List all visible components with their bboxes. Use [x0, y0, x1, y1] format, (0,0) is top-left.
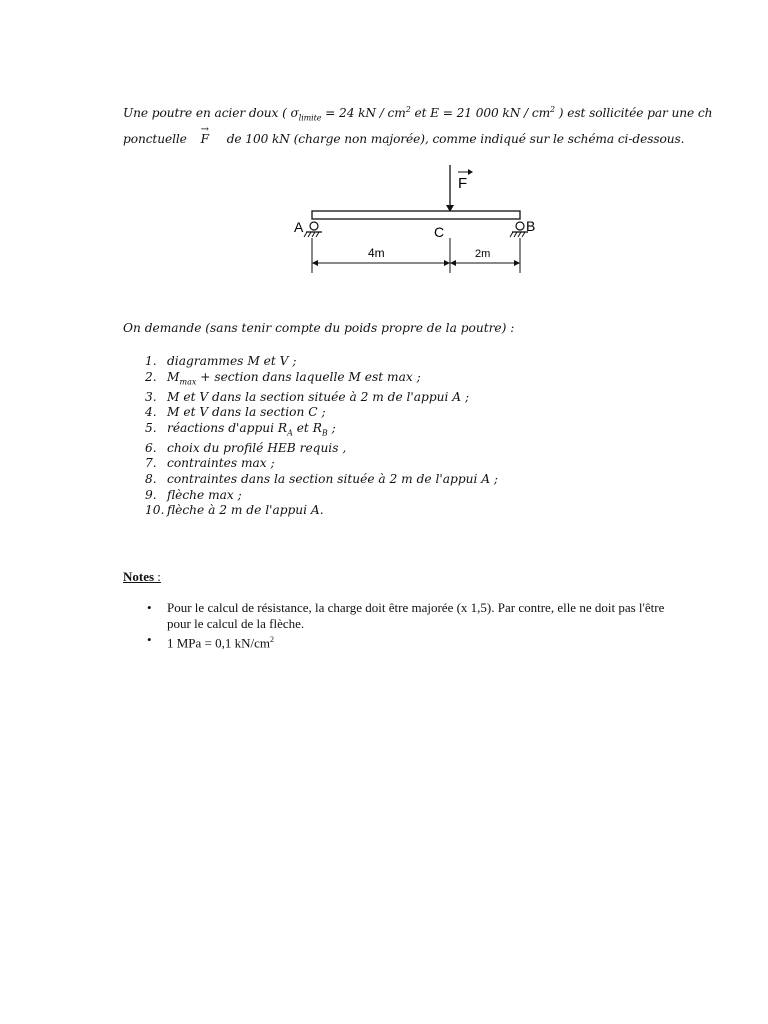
note-text-part: 1 MPa = 0,1 kN/cm	[167, 635, 271, 651]
beam-diagram	[288, 160, 538, 280]
item-text: diagrammes M et V ;	[167, 354, 297, 368]
support-b-hatch-icon	[510, 232, 525, 237]
statement-text: ) est sollicitée par une ch	[555, 106, 713, 121]
item-text-part: ;	[327, 420, 336, 435]
list-item	[145, 405, 498, 421]
dimension-arrow-icon	[514, 260, 520, 266]
span-cb-label: 2m	[475, 248, 491, 260]
support-a-label: A	[294, 219, 304, 235]
item-text	[167, 421, 336, 441]
list-item	[145, 390, 498, 406]
item-text: contraintes dans la section située à 2 m de l'appui A ;	[167, 472, 499, 487]
beam	[312, 211, 520, 219]
exponent: 2	[270, 635, 275, 644]
item-number: 2.	[145, 369, 157, 384]
support-a-pin-icon	[310, 222, 318, 230]
sigma-subscript: limite	[298, 113, 322, 123]
item-number: 3.	[145, 389, 157, 404]
list-item	[145, 488, 498, 504]
item-number: 10.	[145, 503, 165, 518]
questions-intro: On demande (sans tenir compte du poids propre de la poutre) :	[123, 321, 515, 335]
force-vector-symbol	[200, 123, 209, 149]
list-item	[145, 441, 498, 457]
dimension-arrow-icon	[450, 260, 456, 266]
note-text	[167, 632, 274, 651]
item-number: 8.	[145, 472, 157, 487]
bullet-icon: •	[147, 600, 152, 615]
list-item	[147, 600, 687, 632]
notes-heading	[123, 569, 161, 585]
subscript: B	[321, 428, 328, 438]
item-number: 1.	[145, 354, 157, 368]
list-item	[147, 632, 687, 651]
vector-arrow-icon: →	[200, 123, 209, 135]
statement-text: Une poutre en acier doux (	[123, 106, 291, 121]
item-text: choix du profilé HEB requis ,	[167, 440, 347, 455]
list-item	[145, 456, 498, 472]
item-text: contraintes max ;	[167, 456, 275, 471]
notes-heading-colon: :	[154, 569, 161, 584]
statement-line-2	[123, 123, 723, 149]
questions-list	[145, 354, 498, 519]
problem-statement	[123, 100, 723, 149]
dimension-arrow-icon	[444, 260, 450, 266]
item-number: 7.	[145, 456, 157, 471]
force-letter: F	[200, 131, 209, 146]
bullet-icon: •	[147, 632, 152, 647]
statement-text: ponctuelle	[123, 131, 191, 146]
notes-list	[147, 600, 687, 651]
item-number: 4.	[145, 405, 157, 420]
item-text-part: et R	[292, 420, 322, 435]
force-label: F	[458, 175, 468, 192]
statement-line-1	[123, 100, 723, 129]
item-text: M et V dans la section située à 2 m de l'appui A ;	[167, 389, 470, 404]
note-text: Pour le calcul de résistance, la charge doit être majorée (x 1,5). Par contre, elle ne doit pas l'être pour le calcul de la flèche.	[167, 600, 665, 631]
support-a-hatch-icon	[304, 232, 319, 237]
item-text-rest: + section dans laquelle M est max ;	[196, 369, 421, 384]
list-item	[145, 421, 498, 441]
support-b-pin-icon	[516, 222, 524, 230]
point-c-label: C	[434, 224, 445, 240]
item-number: 9.	[145, 487, 157, 502]
item-text-part: réactions d'appui R	[167, 420, 288, 435]
item-number: 6.	[145, 440, 157, 455]
exponent: 2	[405, 105, 411, 114]
exponent: 2	[550, 105, 556, 114]
support-b-label: B	[526, 218, 536, 234]
statement-text: et E = 21 000 kN / cm	[410, 106, 551, 121]
subscript: max	[179, 377, 197, 387]
list-item	[145, 503, 498, 519]
list-item	[145, 354, 498, 370]
statement-text: = 24 kN / cm	[321, 106, 406, 121]
force-label-arrowhead-icon	[468, 169, 473, 175]
notes-heading-text: Notes	[123, 569, 155, 584]
item-text	[167, 370, 421, 390]
item-text: flèche à 2 m de l'appui A.	[167, 503, 324, 518]
dimension-arrow-icon	[312, 260, 318, 266]
item-text: flèche max ;	[167, 487, 242, 502]
sigma-symbol: σ	[290, 106, 299, 121]
m-symbol: M	[167, 369, 180, 384]
statement-text: de 100 kN (charge non majorée), comme indiqué sur le schéma ci-dessous.	[222, 131, 685, 146]
subscript: A	[287, 428, 293, 438]
span-ac-label: 4m	[368, 246, 385, 260]
list-item	[145, 472, 498, 488]
item-text: M et V dans la section C ;	[167, 405, 326, 420]
item-number: 5.	[145, 420, 157, 435]
list-item	[145, 370, 498, 390]
